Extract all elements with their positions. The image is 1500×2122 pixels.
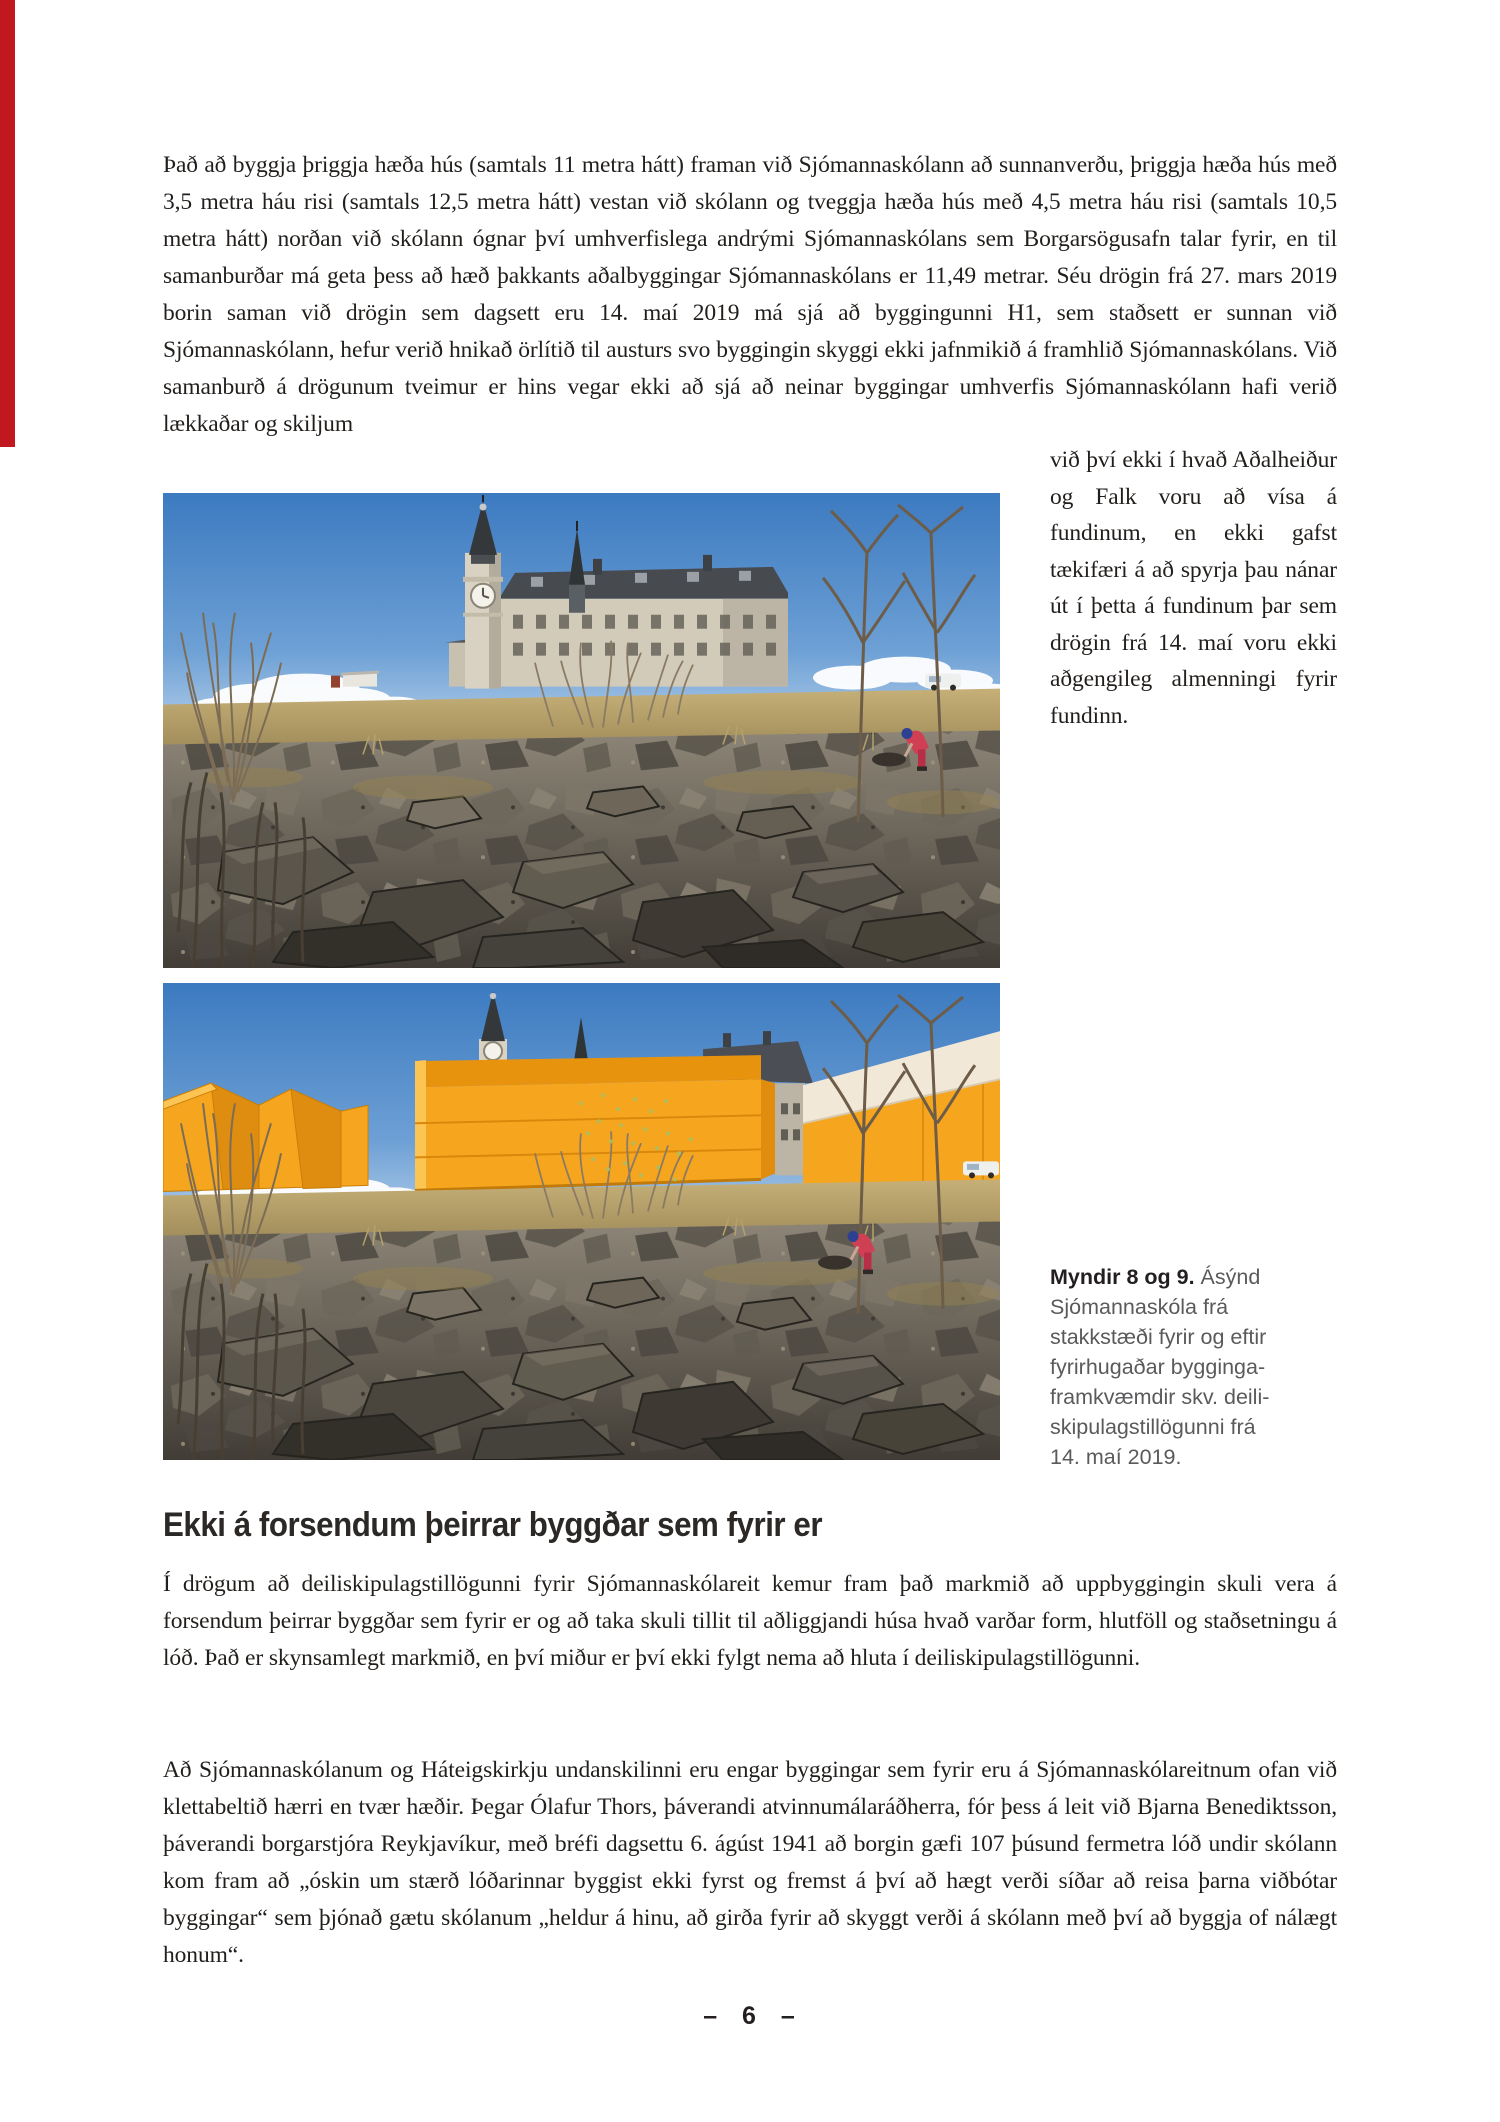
chapter-accent-bar — [0, 0, 15, 447]
section-heading: Ekki á forsendum þeirrar byggðar sem fyrir er — [163, 1506, 823, 1544]
section-paragraph-1: Í drögum að deiliskipulagstillögunni fyrir Sjómannaskólareit kemur fram það markmið að uppbyggingin skuli vera á forsendum þeirrar byggðar sem fyrir er og að taka skuli tillit til aðliggjandi húsa hvað varðar form, hlutföll og staðsetningu á lóð. Það er skynsamlegt markmið, en því miður er því ekki fylgt nema að hluta í deiliskipulagstillögunni. — [163, 1571, 1337, 1671]
intro-paragraph-continuation: við því ekki í hvað Aðalheiður og Falk voru að vísa á fundinum, en ekki gafst tækifæri á að spyrja þau nánar út í þetta á fundinum þar sem drögin frá 14. maí voru ekki aðgengileg almenningi fyrir fundinn. — [1050, 447, 1337, 729]
figure-caption — [1050, 1262, 1350, 1472]
red-structure — [331, 676, 340, 688]
page-number: – 6 – — [703, 2002, 797, 2030]
white-shed — [341, 671, 379, 687]
photo-after-art — [163, 983, 1000, 1460]
caption-figure-label: Myndir 8 og 9. — [1050, 1265, 1195, 1289]
photo-after — [163, 983, 1000, 1460]
photo-before-art — [163, 493, 1000, 968]
ground — [163, 689, 1000, 968]
intro-paragraph: Það að byggja þriggja hæða hús (samtals 11 metra hátt) framan við Sjómannaskólann að sunnanverðu, þriggja hæða hús með 3,5 metra háu risi (samtals 12,5 metra hátt) vestan við skólann og tveggja hæða hús með 4,5 metra háu risi (samtals 10,5 metra hátt) norðan við skólann ógnar því umhverfislega andrými Sjómannaskólans sem Borgarsögusafn talar fyrir, en til samanburðar má geta þess að hæð þakkants aðalbyggingar Sjómannaskólans er 11,49 metrar. Séu drögin frá 27. mars 2019 borin saman við drögin sem dagsett eru 14. maí 2019 má sjá að byggingunni H1, sem staðsett er sunnan við Sjómannaskólann, hefur verið hnikað örlítið til austurs svo byggingin skyggi ekki jafnmikið á framhlið Sjómannaskólans. Við samanburð á drögunum tveimur er hins vegar ekki að sjá að neinar byggingar umhverfis Sjómannaskólann hafi verið lækkaðar og skiljum — [163, 152, 1337, 437]
caption-first-word: Ásýnd — [1200, 1265, 1261, 1289]
caption-body: Sjómannaskóla frá stakkstæði fyrir og eftir fyrirhugaðar bygginga- framkvæmdir skv. deili- skipulagstillögunni frá 14. maí 2019. — [1050, 1295, 1270, 1469]
caption-first-line — [1050, 1262, 1350, 1292]
section-paragraph-2: Að Sjómannaskólanum og Háteigskirkju undanskilinni eru engar byggingar sem fyrir eru á Sjómannaskólareitnum ofan við klettabeltið hærri en tvær hæðir. Þegar Ólafur Thors, þáverandi atvinnumálaráðherra, fór þess á leit við Bjarna Benediktsson, þáverandi borgarstjóra Reykjavíkur, með bréfi dagsettu 6. ágúst 1941 að borgin gæfi 107 þúsund fermetra lóð undir skólann kom fram að „óskin um stærð lóðarinnar byggist ekki fyrst og fremst á því að hægt verði síðar að reisa þarna viðbótar byggingar“ sem þjónað gætu skólanum „heldur á hinu, að girða fyrir að skyggt verði á skólann með því að byggja of nálægt honum“. — [163, 1757, 1337, 1968]
ground — [163, 1179, 1000, 1460]
photo-before — [163, 493, 1000, 968]
orange-massing-center — [415, 1055, 775, 1191]
